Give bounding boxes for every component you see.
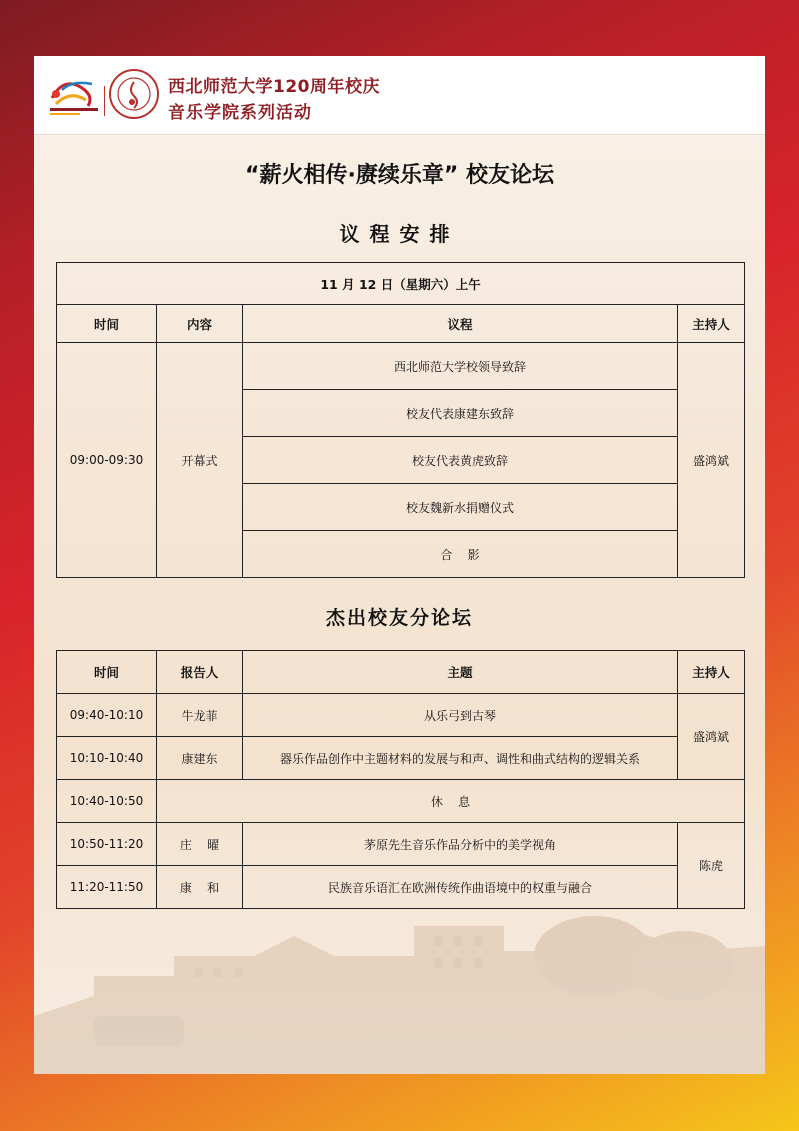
agenda-item: 校友代表康建东致辞 <box>243 390 678 437</box>
opening-content: 开幕式 <box>157 343 243 578</box>
anniversary-logo-icon <box>42 70 106 120</box>
forum-header-time: 时间 <box>57 651 157 694</box>
header-subtitle: 音乐学院系列活动 <box>168 103 312 123</box>
forum-time: 10:10-10:40 <box>57 737 157 780</box>
opening-time: 09:00-09:30 <box>57 343 157 578</box>
forum-time: 10:40-10:50 <box>57 780 157 823</box>
forum-table <box>56 650 745 909</box>
forum-speaker: 庄 曜 <box>157 823 243 866</box>
agenda-item: 校友魏新水捐赠仪式 <box>243 484 678 531</box>
forum-topic: 民族音乐语汇在欧洲传统作曲语境中的权重与融合 <box>243 866 678 909</box>
forum-header-host: 主持人 <box>678 651 745 694</box>
agenda-heading: 议程安排 <box>339 222 460 246</box>
opening-host: 盛鸿斌 <box>678 343 745 578</box>
forum-topic: 茅原先生音乐作品分析中的美学视角 <box>243 823 678 866</box>
forum-heading: 杰出校友分论坛 <box>325 607 473 629</box>
agenda-table <box>56 262 745 578</box>
forum-time: 11:20-11:50 <box>57 866 157 909</box>
forum-header-topic: 主题 <box>243 651 678 694</box>
header-host: 主持人 <box>678 305 745 343</box>
college-seal-icon <box>108 68 160 120</box>
forum-speaker: 牛龙菲 <box>157 694 243 737</box>
header <box>34 56 765 135</box>
forum-topic: 器乐作品创作中主题材料的发展与和声、调性和曲式结构的逻辑关系 <box>243 737 678 780</box>
page <box>34 56 765 1074</box>
agenda-item: 西北师范大学校领导致辞 <box>243 343 678 390</box>
agenda-item: 校友代表黄虎致辞 <box>243 437 678 484</box>
date-row: 11 月 12 日（星期六）上午 <box>57 263 745 305</box>
page-title: “薪火相传·赓续乐章” 校友论坛 <box>245 163 554 188</box>
forum-host: 陈虎 <box>678 823 745 909</box>
agenda-item: 合 影 <box>243 531 678 578</box>
forum-speaker: 康建东 <box>157 737 243 780</box>
header-content: 内容 <box>157 305 243 343</box>
header-agenda: 议程 <box>243 305 678 343</box>
header-title: 西北师范大学120周年校庆 <box>168 77 380 97</box>
forum-break: 休 息 <box>157 780 745 823</box>
forum-host: 盛鸿斌 <box>678 694 745 780</box>
forum-time: 10:50-11:20 <box>57 823 157 866</box>
forum-topic: 从乐弓到古琴 <box>243 694 678 737</box>
forum-speaker: 康 和 <box>157 866 243 909</box>
campus-illustration <box>34 896 765 1074</box>
header-time: 时间 <box>57 305 157 343</box>
forum-time: 09:40-10:10 <box>57 694 157 737</box>
logo-divider <box>104 86 105 116</box>
forum-header-speaker: 报告人 <box>157 651 243 694</box>
